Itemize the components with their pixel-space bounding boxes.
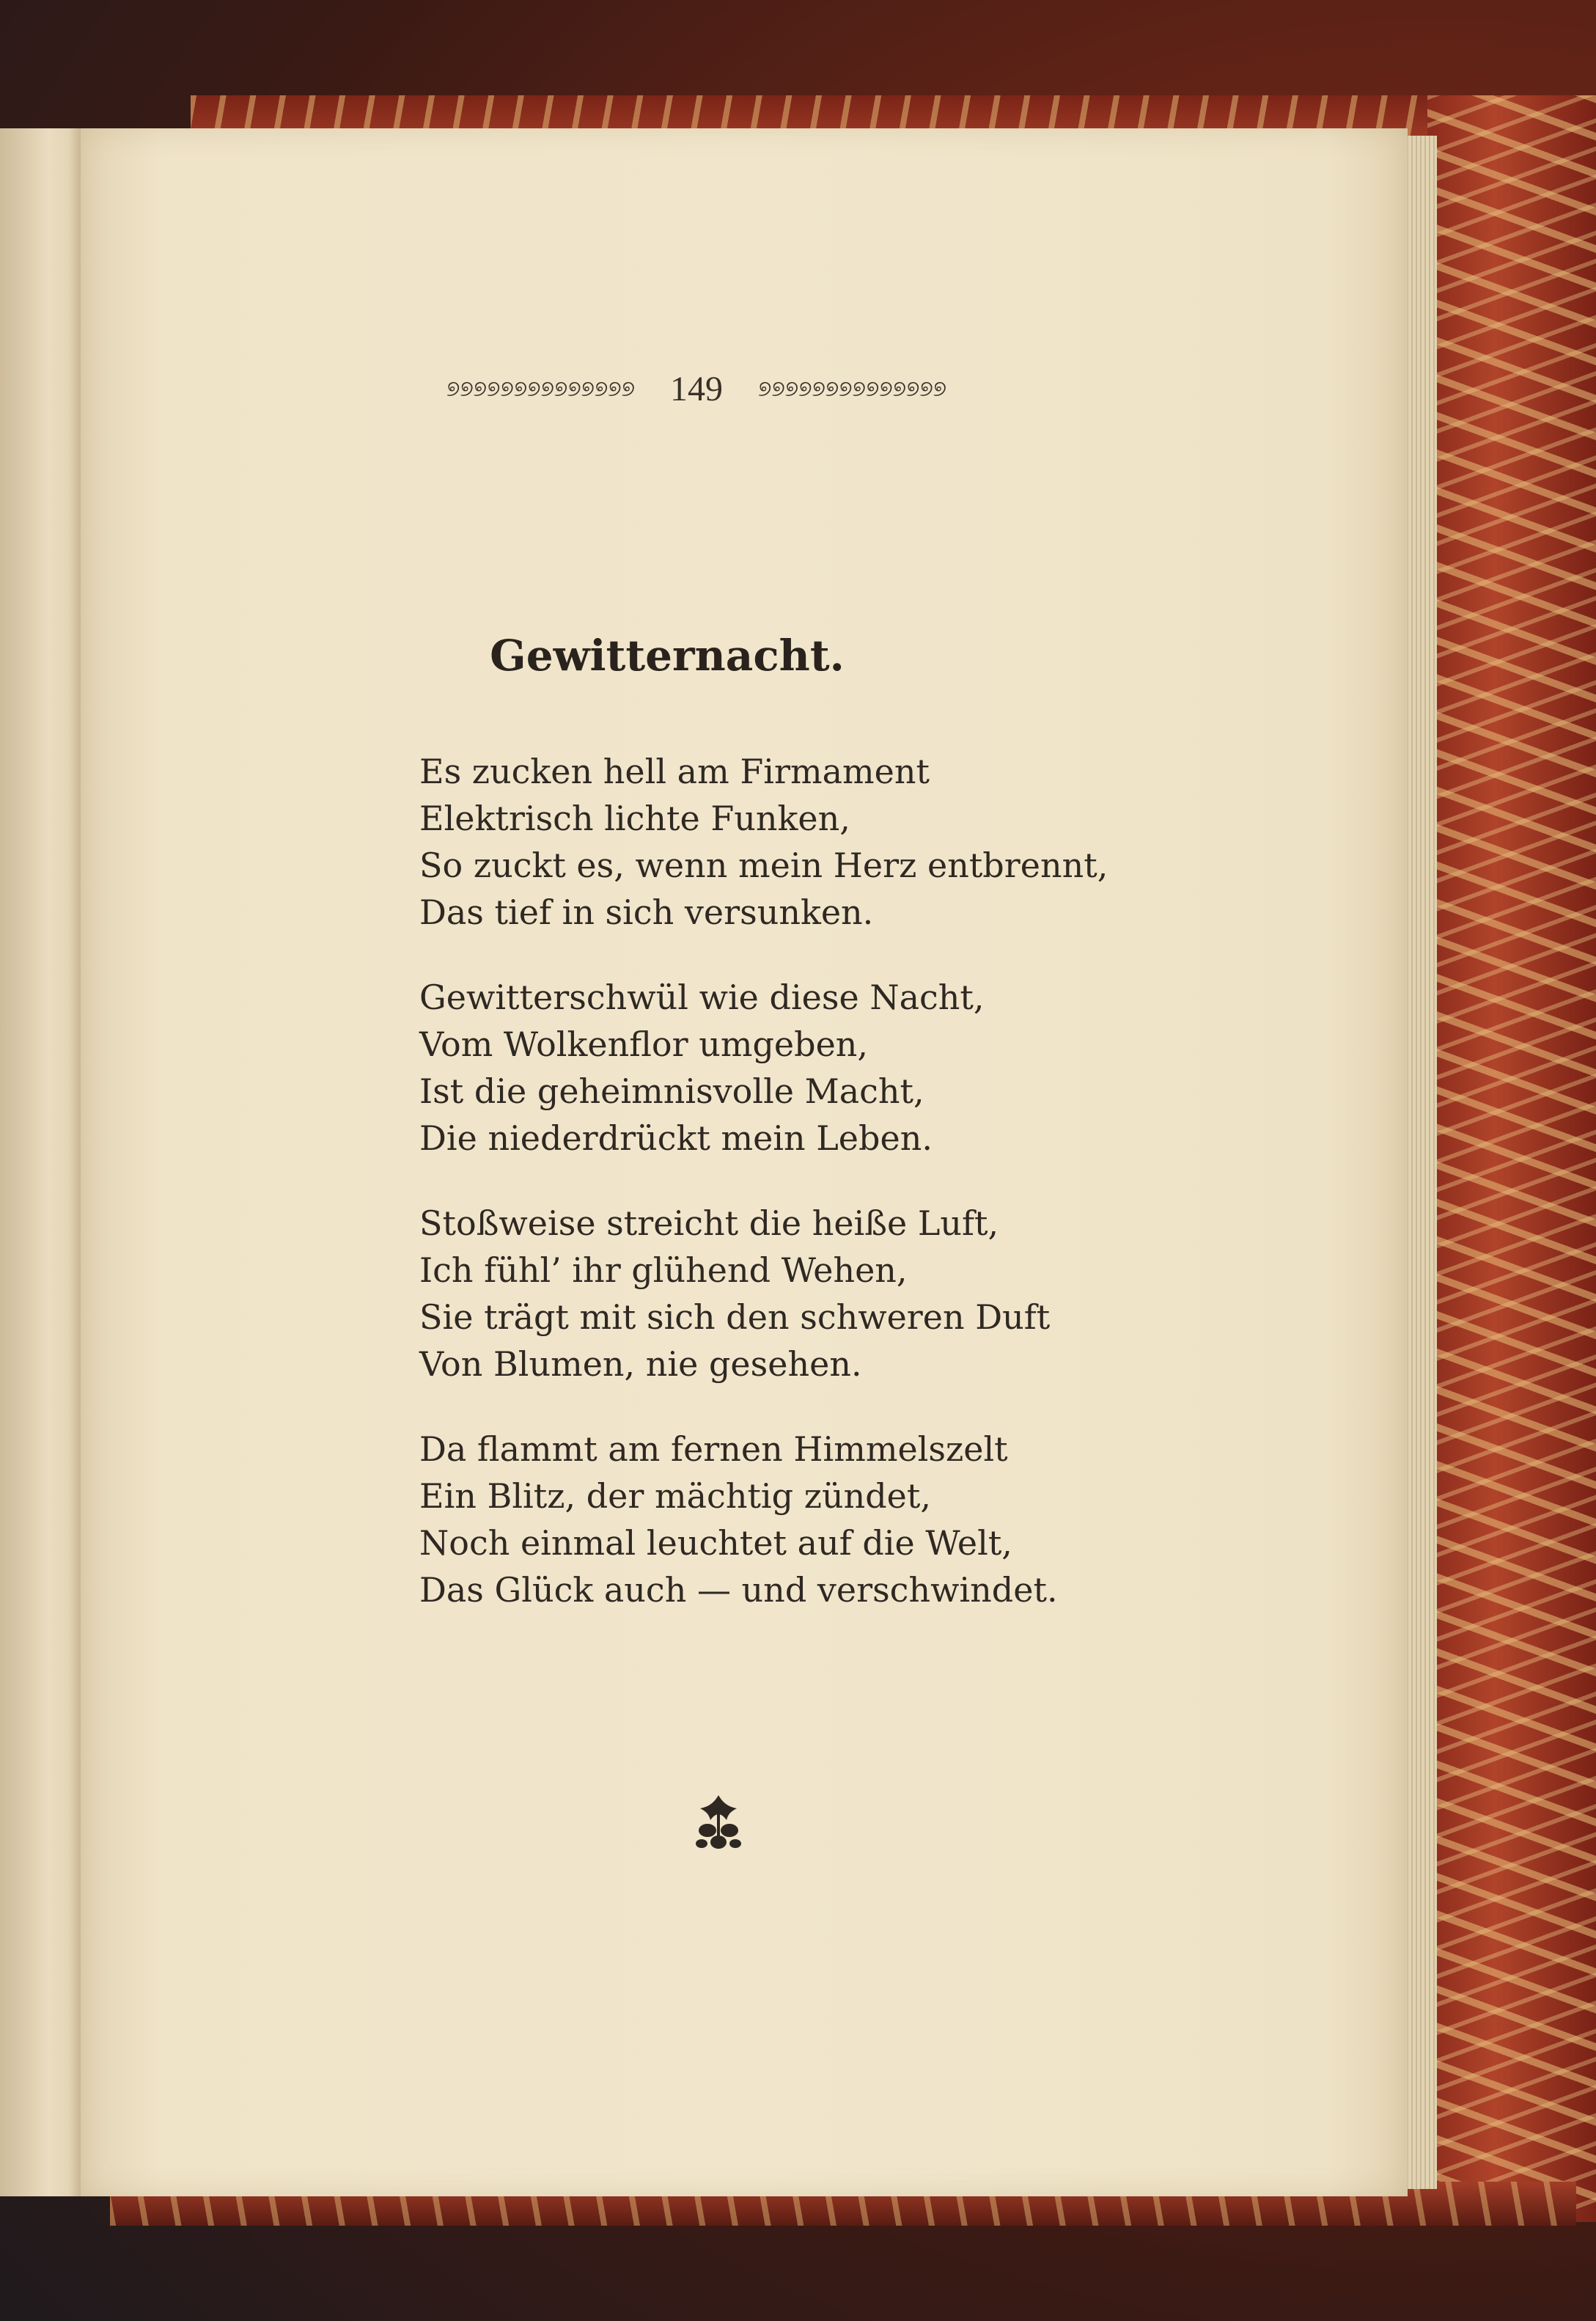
marbled-side-edge: [1427, 95, 1596, 2222]
header-ornament-right: ୭୭୭୭୭୭୭୭୭୭୭୭୭୭: [758, 375, 947, 402]
poem-line: So zuckt es, wenn mein Herz entbrennt,: [419, 846, 1108, 885]
poem-line: Ich fühl’ ihr glühend Wehen,: [419, 1250, 908, 1290]
page-stack-edge: [1404, 136, 1437, 2189]
poem-line: Sie trägt mit sich den schweren Duft: [419, 1297, 1051, 1337]
header-ornament-left: ୭୭୭୭୭୭୭୭୭୭୭୭୭୭: [446, 375, 635, 402]
stanza-3: [419, 1200, 1372, 1387]
poem-body: [419, 748, 1372, 1651]
poem-line: Da flammt am fernen Himmelszelt: [419, 1429, 1008, 1469]
stanza-2: [419, 974, 1372, 1162]
poem-line: Ist die geheimnisvolle Macht,: [419, 1071, 924, 1111]
poem-line: Das Glück auch — und verschwindet.: [419, 1570, 1058, 1610]
poem-title: Gewitternacht.: [490, 631, 845, 681]
poem-line: Vom Wolkenflor umgeben,: [419, 1024, 869, 1064]
poem-line: Es zucken hell am Firmament: [419, 752, 930, 791]
stanza-4: [419, 1426, 1372, 1613]
poem-line: Gewitterschwül wie diese Nacht,: [419, 978, 985, 1017]
poem-line: Die niederdrückt mein Leben.: [419, 1118, 933, 1158]
page-header: [183, 367, 1210, 411]
poem-line: Das tief in sich versunken.: [419, 892, 874, 932]
stanza-1: [419, 748, 1372, 936]
left-page-strip: [0, 128, 81, 2196]
page-number: 149: [670, 369, 723, 408]
poem-line: Stoßweise streicht die heiße Luft,: [419, 1203, 999, 1243]
poem-line: Noch einmal leuchtet auf die Welt,: [419, 1523, 1012, 1563]
floral-vignette-icon: [685, 1789, 751, 1855]
poem-line: Elektrisch lichte Funken,: [419, 799, 850, 838]
poem-line: Ein Blitz, der mächtig zündet,: [419, 1476, 931, 1516]
poem-line: Von Blumen, nie gesehen.: [419, 1344, 862, 1384]
